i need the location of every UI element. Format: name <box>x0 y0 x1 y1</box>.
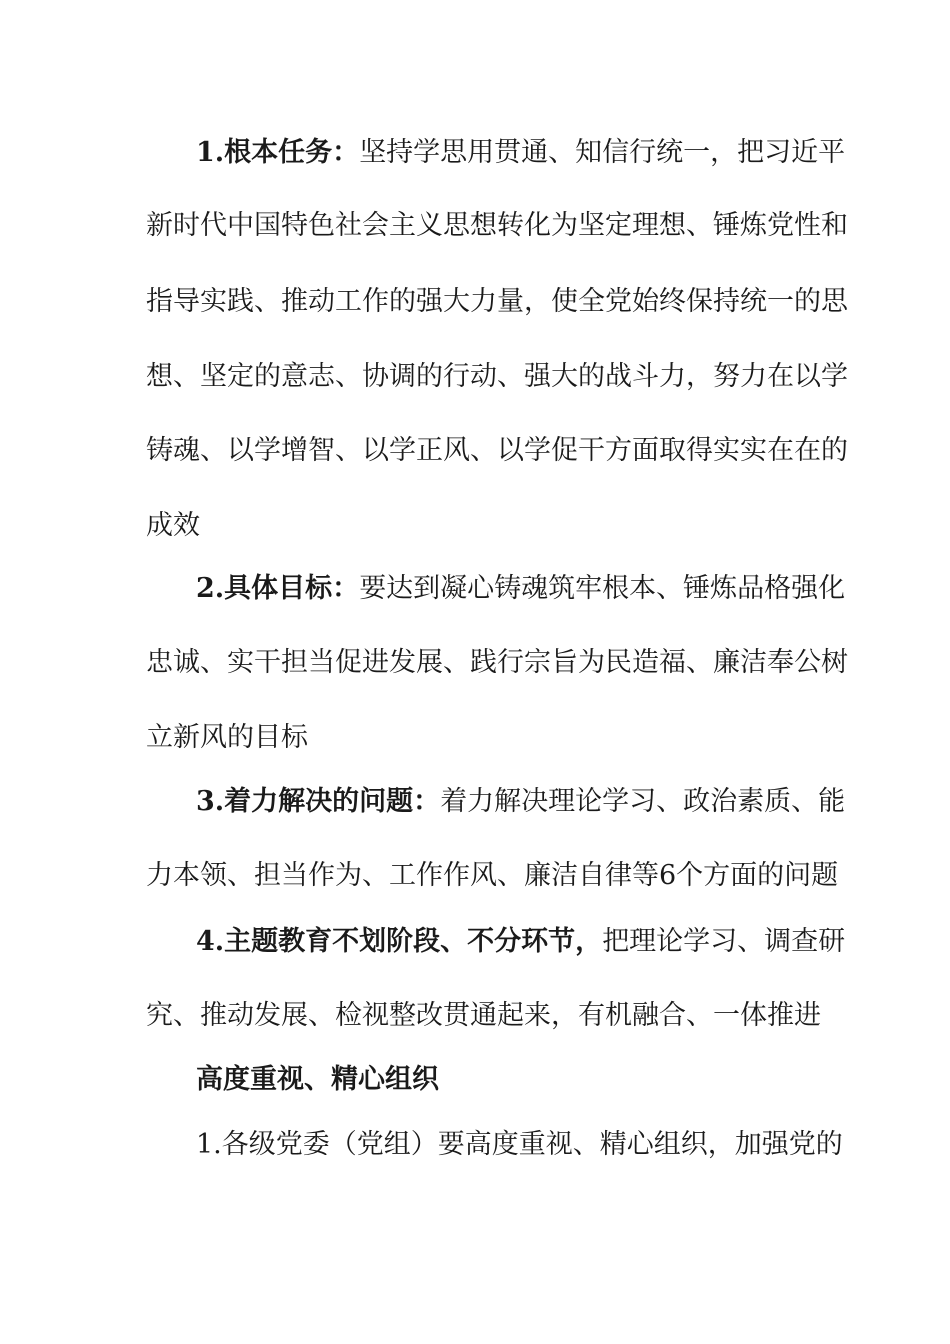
paragraph-1-line-1 <box>196 133 846 173</box>
paragraph-2-line-1 <box>196 569 846 609</box>
paragraph-1-line-3: 指导实践、推动工作的强大力量，使全党始终保持统一的思 <box>146 286 848 317</box>
paragraph-2-line-3: 立新风的目标 <box>146 722 308 753</box>
paragraph-4-line-1 <box>196 922 846 962</box>
paragraph-4-heading: 4.主题教育不划阶段、不分环节， <box>196 926 603 957</box>
paragraph-3-text-1: 着力解决理论学习、政治素质、能 <box>440 786 846 817</box>
paragraph-3-line-1 <box>196 782 846 822</box>
paragraph-1-line-2: 新时代中国特色社会主义思想转化为坚定理想、锤炼党性和 <box>146 210 848 241</box>
section-heading: 高度重视、精心组织 <box>196 1064 439 1095</box>
paragraph-1-heading: 1.根本任务： <box>196 137 360 168</box>
paragraph-2-line-2: 忠诚、实干担当促进发展、践行宗旨为民造福、廉洁奉公树 <box>146 647 848 678</box>
paragraph-4-line-2: 究、推动发展、检视整改贯通起来，有机融合、一体推进 <box>146 1000 821 1031</box>
paragraph-1-line-5: 铸魂、以学增智、以学正风、以学促干方面取得实实在在的 <box>146 435 848 466</box>
paragraph-1-line-6: 成效 <box>146 510 200 541</box>
paragraph-1-line-4: 想、坚定的意志、协调的行动、强大的战斗力，努力在以学 <box>146 361 848 392</box>
paragraph-2-text-1: 要达到凝心铸魂筑牢根本、锤炼品格强化 <box>359 573 846 604</box>
paragraph-5-line-1: 1.各级党委（党组）要高度重视、精心组织，加强党的 <box>196 1129 843 1160</box>
paragraph-3-line-2: 力本领、担当作为、工作作风、廉洁自律等6个方面的问题 <box>146 860 839 891</box>
paragraph-1-text-1: 坚持学思用贯通、知信行统一，把习近平 <box>359 137 846 168</box>
paragraph-3-heading: 3.着力解决的问题： <box>196 786 441 817</box>
paragraph-4-text-1: 把理论学习、调查研 <box>602 926 846 957</box>
paragraph-2-heading: 2.具体目标： <box>196 573 360 604</box>
